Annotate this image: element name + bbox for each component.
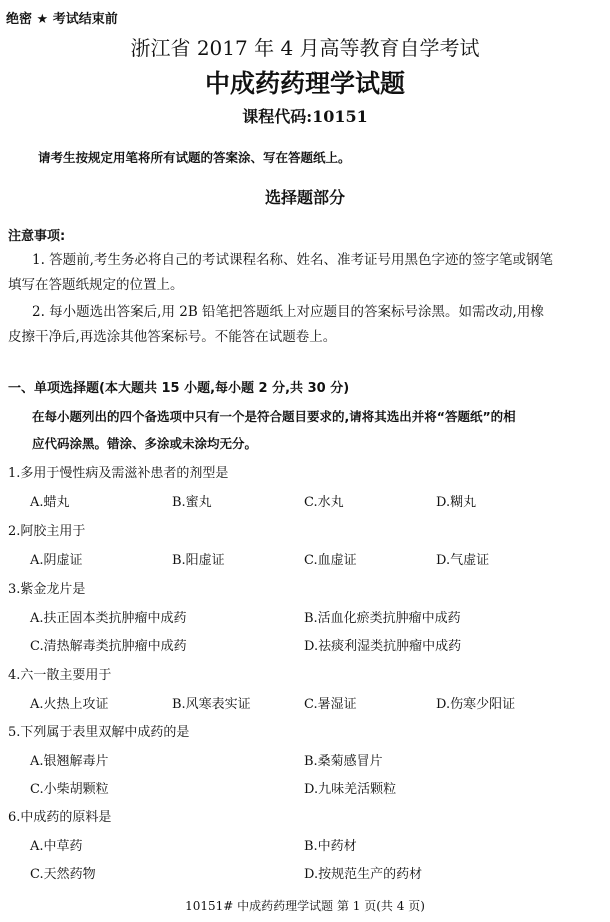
question-3-option-c: C.清热解毒类抗肿瘤中成药 xyxy=(30,639,187,654)
part1-desc-line-2: 应代码涂黑。错涂、多涂或未涂均无分。 xyxy=(32,436,258,451)
note-1-line-2: 填写在答题纸规定的位置上。 xyxy=(8,277,184,293)
note-1-line-1: 1. 答题前,考生务必将自己的考试课程名称、姓名、准考证号用黑色字迹的签字笔或钢笔 xyxy=(32,252,553,268)
question-2-option-c: C.血虚证 xyxy=(304,553,357,568)
question-2-option-a: A.阴虚证 xyxy=(30,553,83,568)
exam-title: 浙江省 2017 年 4 月高等教育自学考试 xyxy=(130,36,480,60)
subject-title: 中成药药理学试题 xyxy=(204,69,405,98)
question-5-stem: 5.下列属于表里双解中成药的是 xyxy=(8,725,190,740)
question-5-option-c: C.小柴胡颗粒 xyxy=(30,782,109,797)
part1-heading: 一、单项选择题(本大题共 15 小题,每小题 2 分,共 30 分) xyxy=(8,381,350,396)
course-code: 课程代码:10151 xyxy=(242,107,368,126)
question-1-option-c: C.水丸 xyxy=(304,495,344,510)
question-6-option-b: B.中药材 xyxy=(304,839,357,854)
question-3-option-d: D.祛痰利湿类抗肿瘤中成药 xyxy=(304,639,462,654)
page-footer: 10151# 中成药药理学试题 第 1 页(共 4 页) xyxy=(185,899,425,913)
question-2-stem: 2.阿胶主用于 xyxy=(8,524,86,539)
question-3-option-a: A.扶正固本类抗肿瘤中成药 xyxy=(30,611,187,626)
question-4-option-b: B.风寒表实证 xyxy=(172,697,251,712)
question-6-option-d: D.按规范生产的药材 xyxy=(304,867,423,882)
question-6-option-a: A.中草药 xyxy=(30,839,83,854)
question-4-option-d: D.伤寒少阳证 xyxy=(436,697,516,712)
question-2-option-b: B.阳虚证 xyxy=(172,553,225,568)
question-1-stem: 1.多用于慢性病及需滋补患者的剂型是 xyxy=(8,466,229,481)
question-6-option-c: C.天然药物 xyxy=(30,867,96,882)
question-5-option-a: A.银翘解毒片 xyxy=(30,754,109,769)
answer-instruction: 请考生按规定用笔将所有试题的答案涂、写在答题纸上。 xyxy=(38,150,351,165)
question-4-option-c: C.暑湿证 xyxy=(304,697,357,712)
question-3-stem: 3.紫金龙片是 xyxy=(8,582,86,597)
notes-heading: 注意事项: xyxy=(8,229,66,244)
note-2-line-2: 皮擦干净后,再选涂其他答案标号。不能答在试题卷上。 xyxy=(8,329,337,345)
question-2-option-d: D.气虚证 xyxy=(436,553,490,568)
part1-desc-line-1: 在每小题列出的四个备选项中只有一个是符合题目要求的,请将其选出并将“答题纸”的相 xyxy=(32,409,516,424)
question-4-option-a: A.火热上攻证 xyxy=(30,697,109,712)
confidential-label: 绝密 ★ 考试结束前 xyxy=(6,12,118,27)
note-2-line-1: 2. 每小题选出答案后,用 2B 铅笔把答题纸上对应题目的答案标号涂黑。如需改动,用橡 xyxy=(32,304,544,320)
question-4-stem: 4.六一散主要用于 xyxy=(8,668,112,683)
question-6-stem: 6.中成药的原料是 xyxy=(8,810,112,825)
question-5-option-b: B.桑菊感冒片 xyxy=(304,754,383,769)
question-5-option-d: D.九味羌活颗粒 xyxy=(304,782,397,797)
question-1-option-d: D.糊丸 xyxy=(436,495,477,510)
question-1-option-a: A.蜡丸 xyxy=(30,495,70,510)
section-title: 选择题部分 xyxy=(264,188,345,207)
question-1-option-b: B.蜜丸 xyxy=(172,495,212,510)
question-3-option-b: B.活血化瘀类抗肿瘤中成药 xyxy=(304,611,461,626)
